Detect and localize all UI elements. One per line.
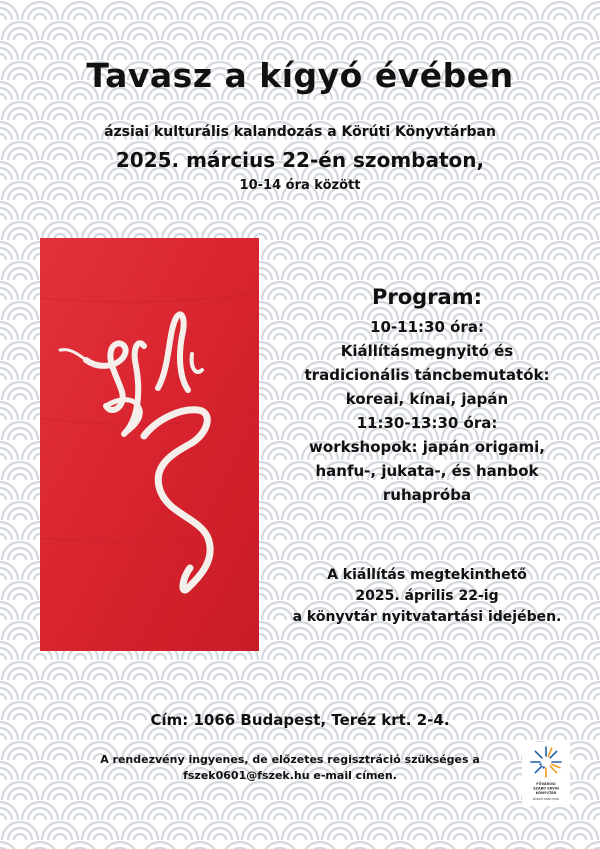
program-line: tradicionális táncbemutatók: (304, 366, 550, 384)
logo-line: KÖNYVTÁR (535, 791, 557, 795)
program-line: 11:30-13:30 óra: (356, 414, 498, 432)
program-line: workshopok: japán origami, (309, 438, 545, 456)
program-line: koreai, kínai, japán (345, 390, 509, 408)
event-date: 2025. március 22-én szombaton, (115, 148, 485, 172)
venue-address: Cím: 1066 Budapest, Teréz krt. 2-4. (150, 711, 450, 729)
registration-note (80, 752, 500, 784)
library-logo (522, 742, 570, 806)
event-time: 10-14 óra között (239, 178, 361, 193)
exhibition-line: A kiállítás megtekinthető (327, 567, 527, 583)
exhibition-line: 2025. április 22-ig (355, 588, 499, 604)
logo-line: SZABÓ ERVIN (533, 786, 559, 791)
program-heading: Program: (371, 285, 482, 309)
poster-subtitle: ázsiai kulturális kalandozás a Körúti Könyvtárban (104, 124, 496, 140)
program-line: ruhapróba (382, 486, 472, 504)
library-sunburst-icon (531, 747, 561, 777)
poster-title: Tavasz a kígyó évében (86, 56, 514, 95)
program-section (282, 285, 572, 507)
snake-calligraphy-image (40, 238, 259, 651)
registration-email-line: fszek0601@fszek.hu e-mail címen. (183, 769, 397, 782)
logo-line: KÖRÚTI KÖNYVTÁR (532, 797, 560, 801)
program-line: 10-11:30 óra: (370, 318, 484, 336)
program-line: Kiállításmegnyitó és (340, 342, 514, 360)
registration-line: A rendezvény ingyenes, de előzetes regisztráció szükséges a (100, 753, 480, 766)
program-line: hanfu-, jukata-, és hanbok (315, 462, 539, 480)
logo-line: FŐVÁROSI (536, 782, 556, 786)
exhibition-line: a könyvtár nyitvatartási idejében. (292, 609, 562, 625)
exhibition-info (282, 565, 572, 628)
